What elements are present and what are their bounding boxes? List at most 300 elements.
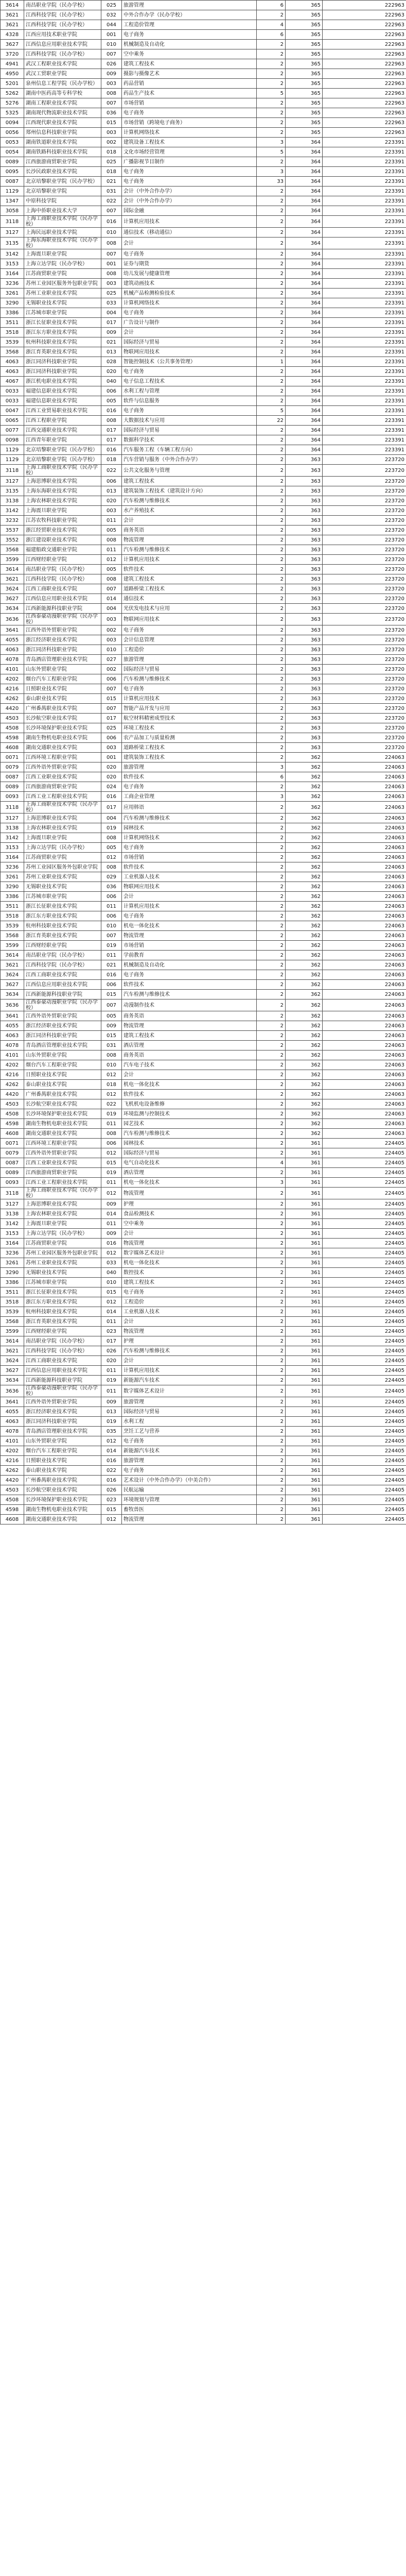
major-name-cell: 会计: [122, 1356, 257, 1366]
major-name-cell: 工业机器人技术: [122, 1307, 257, 1317]
major-code-cell: 009: [101, 328, 122, 337]
school-code-cell: 0093: [1, 792, 24, 802]
major-name-cell: 工商企业管理: [122, 792, 257, 802]
plan-count-cell: 2: [257, 1119, 286, 1129]
lowest-score-cell: 364: [286, 426, 323, 435]
rank-cell: 222963: [323, 79, 406, 89]
plan-count-cell: 2: [257, 206, 286, 216]
rank-cell: 224063: [323, 814, 406, 823]
table-row: [1, 357, 406, 367]
major-name-cell: 物流管理: [122, 931, 257, 941]
major-code-cell: 022: [101, 1099, 122, 1109]
school-code-cell: 3568: [1, 1317, 24, 1327]
table-row: [1, 614, 406, 625]
major-code-cell: 015: [101, 1031, 122, 1041]
table-row: [1, 625, 406, 635]
plan-count-cell: 2: [257, 655, 286, 665]
major-name-cell: 旅游管理: [122, 1456, 257, 1466]
rank-cell: 224405: [323, 1385, 406, 1397]
plan-count-cell: 2: [257, 733, 286, 743]
table-row: [1, 862, 406, 872]
school-name-cell: 南昌职业学院（民办学校）: [24, 1, 101, 10]
major-name-cell: 艺术设计（中外合作办学）（中美合作）: [122, 1476, 257, 1485]
major-name-cell: 数字媒体艺术设计: [122, 1385, 257, 1397]
major-name-cell: 软件与信息服务: [122, 396, 257, 406]
rank-cell: 224405: [323, 1346, 406, 1356]
table-row: [1, 396, 406, 406]
major-name-cell: 市场营销: [122, 941, 257, 951]
rank-cell: 224405: [323, 1158, 406, 1168]
major-code-cell: 001: [101, 30, 122, 40]
rank-cell: 224405: [323, 1239, 406, 1248]
rank-cell: 223391: [323, 289, 406, 298]
lowest-score-cell: 364: [286, 367, 323, 377]
rank-cell: 223391: [323, 337, 406, 347]
lowest-score-cell: 364: [286, 416, 323, 426]
lowest-score-cell: 363: [286, 555, 323, 565]
major-name-cell: 建筑装饰工程技术（建筑设计方向）: [122, 486, 257, 496]
table-row: [1, 1229, 406, 1239]
plan-count-cell: 2: [257, 1376, 286, 1385]
major-code-cell: 019: [101, 1417, 122, 1427]
table-row: [1, 238, 406, 249]
school-name-cell: 南昌职业学院（民办学校）: [24, 951, 101, 960]
school-code-cell: 3614: [1, 1, 24, 10]
school-name-cell: 福建信息职业技术学院: [24, 386, 101, 396]
school-code-cell: 4420: [1, 1090, 24, 1099]
lowest-score-cell: 363: [286, 733, 323, 743]
lowest-score-cell: 362: [286, 1129, 323, 1139]
school-code-cell: 4101: [1, 1050, 24, 1060]
major-code-cell: 016: [101, 792, 122, 802]
school-name-cell: 浙江东方职业技术学院: [24, 911, 101, 921]
lowest-score-cell: 364: [286, 396, 323, 406]
plan-count-cell: 2: [257, 1070, 286, 1080]
major-code-cell: 025: [101, 289, 122, 298]
major-name-cell: 电子商务: [122, 911, 257, 921]
lowest-score-cell: 362: [286, 970, 323, 980]
school-code-cell: 3627: [1, 1366, 24, 1376]
school-code-cell: 3261: [1, 289, 24, 298]
major-code-cell: 007: [101, 98, 122, 108]
school-code-cell: 4063: [1, 367, 24, 377]
lowest-score-cell: 362: [286, 892, 323, 902]
school-code-cell: 3627: [1, 40, 24, 49]
major-code-cell: 002: [101, 665, 122, 674]
school-name-cell: 无锡职业技术学院: [24, 1268, 101, 1278]
lowest-score-cell: 363: [286, 545, 323, 555]
school-code-cell: 3621: [1, 20, 24, 30]
plan-count-cell: 33: [257, 177, 286, 187]
major-code-cell: 019: [101, 941, 122, 951]
plan-count-cell: 3: [257, 1178, 286, 1188]
plan-count-cell: 2: [257, 1148, 286, 1158]
rank-cell: 222963: [323, 30, 406, 40]
major-code-cell: 016: [101, 445, 122, 455]
plan-count-cell: 2: [257, 684, 286, 694]
table-row: [1, 1356, 406, 1366]
lowest-score-cell: 361: [286, 1385, 323, 1397]
major-name-cell: 会计: [122, 238, 257, 249]
lowest-score-cell: 364: [286, 228, 323, 238]
major-name-cell: 市场营销: [122, 98, 257, 108]
rank-cell: 223391: [323, 396, 406, 406]
school-name-cell: 江西外语外贸职业学院: [24, 625, 101, 635]
school-name-cell: 武汉工贸职业学院: [24, 69, 101, 79]
major-code-cell: 011: [101, 1317, 122, 1327]
school-code-cell: 4508: [1, 1495, 24, 1505]
major-code-cell: 015: [101, 118, 122, 128]
school-name-cell: 苏州工业职业技术学院: [24, 872, 101, 882]
school-name-cell: 长沙航空职业技术学院: [24, 1485, 101, 1495]
school-name-cell: 上海工商职业技术学院（民办学校）: [24, 802, 101, 814]
school-name-cell: 山东外贸职业学院: [24, 665, 101, 674]
school-name-cell: 泰山职业技术学院: [24, 1080, 101, 1090]
table-row: [1, 1397, 406, 1407]
major-name-cell: 园林技术: [122, 1139, 257, 1148]
major-code-cell: 022: [101, 196, 122, 206]
major-code-cell: 008: [101, 1129, 122, 1139]
plan-count-cell: 2: [257, 565, 286, 574]
school-name-cell: 湖南现代物流职业技术学院: [24, 108, 101, 118]
school-code-cell: 1129: [1, 455, 24, 465]
lowest-score-cell: 365: [286, 20, 323, 30]
table-row: [1, 465, 406, 477]
rank-cell: 224063: [323, 1050, 406, 1060]
table-row: [1, 187, 406, 196]
school-name-cell: 福建信息职业技术学院: [24, 396, 101, 406]
school-code-cell: 4063: [1, 1031, 24, 1041]
table-row: [1, 1278, 406, 1287]
major-name-cell: 空中乘务: [122, 1219, 257, 1229]
school-name-cell: 浙江经济职业技术学院: [24, 1021, 101, 1031]
plan-count-cell: 2: [257, 1199, 286, 1209]
table-row: [1, 516, 406, 526]
rank-cell: 222963: [323, 128, 406, 138]
table-row: [1, 328, 406, 337]
rank-cell: 223391: [323, 416, 406, 426]
plan-count-cell: 2: [257, 455, 286, 465]
lowest-score-cell: 361: [286, 1427, 323, 1436]
plan-count-cell: 2: [257, 1278, 286, 1287]
table-row: [1, 1109, 406, 1119]
plan-count-cell: 2: [257, 1229, 286, 1239]
school-name-cell: 苏州工业园区服务外包职业学院: [24, 279, 101, 289]
school-code-cell: 3568: [1, 931, 24, 941]
major-code-cell: 019: [101, 1109, 122, 1119]
school-code-cell: 0054: [1, 147, 24, 157]
table-row: [1, 753, 406, 762]
rank-cell: 224063: [323, 970, 406, 980]
lowest-score-cell: 363: [286, 674, 323, 684]
school-name-cell: 江西科技学院（民办学校）: [24, 1346, 101, 1356]
table-row: [1, 980, 406, 990]
major-code-cell: 009: [101, 1021, 122, 1031]
rank-cell: 224405: [323, 1287, 406, 1297]
lowest-score-cell: 362: [286, 814, 323, 823]
table-row: [1, 40, 406, 49]
school-name-cell: 杭州科技职业技术学院: [24, 1307, 101, 1317]
lowest-score-cell: 362: [286, 1060, 323, 1070]
rank-cell: 223391: [323, 377, 406, 386]
school-code-cell: 4055: [1, 635, 24, 645]
lowest-score-cell: 364: [286, 187, 323, 196]
major-name-cell: 护理: [122, 1336, 257, 1346]
plan-count-cell: 2: [257, 1366, 286, 1376]
major-code-cell: 015: [101, 990, 122, 999]
lowest-score-cell: 362: [286, 1031, 323, 1041]
major-name-cell: 软件技术: [122, 862, 257, 872]
school-code-cell: 3621: [1, 574, 24, 584]
plan-count-cell: 2: [257, 1109, 286, 1119]
major-code-cell: 005: [101, 843, 122, 853]
rank-cell: 224405: [323, 1466, 406, 1476]
table-row: [1, 665, 406, 674]
school-name-cell: 江西旅游商贸职业学院: [24, 782, 101, 792]
lowest-score-cell: 363: [286, 645, 323, 655]
major-code-cell: 029: [101, 872, 122, 882]
plan-count-cell: 2: [257, 426, 286, 435]
school-code-cell: 4950: [1, 69, 24, 79]
school-name-cell: 浙江经贸职业技术学院: [24, 526, 101, 535]
lowest-score-cell: 365: [286, 1, 323, 10]
school-name-cell: 江西科技学院（民办学校）: [24, 49, 101, 59]
lowest-score-cell: 361: [286, 1317, 323, 1327]
rank-cell: 224063: [323, 999, 406, 1011]
table-row: [1, 30, 406, 40]
plan-count-cell: 2: [257, 318, 286, 328]
plan-count-cell: 2: [257, 1407, 286, 1417]
plan-count-cell: 2: [257, 1219, 286, 1229]
rank-cell: 223391: [323, 206, 406, 216]
major-code-cell: 017: [101, 714, 122, 723]
major-code-cell: 026: [101, 1346, 122, 1356]
table-row: [1, 762, 406, 772]
table-row: [1, 1436, 406, 1446]
major-code-cell: 022: [101, 1466, 122, 1476]
rank-cell: 222963: [323, 10, 406, 20]
major-code-cell: 008: [101, 862, 122, 872]
table-row: [1, 1119, 406, 1129]
lowest-score-cell: 361: [286, 1436, 323, 1446]
plan-count-cell: 2: [257, 1258, 286, 1268]
rank-cell: 224063: [323, 1031, 406, 1041]
school-code-cell: 3568: [1, 545, 24, 555]
table-row: [1, 1129, 406, 1139]
table-row: [1, 89, 406, 98]
rank-cell: 223720: [323, 496, 406, 506]
table-row: [1, 1209, 406, 1219]
school-code-cell: 3720: [1, 49, 24, 59]
rank-cell: 224405: [323, 1248, 406, 1258]
plan-count-cell: 2: [257, 743, 286, 753]
major-code-cell: 016: [101, 216, 122, 228]
plan-count-cell: 2: [257, 1060, 286, 1070]
school-name-cell: 浙江长征职业技术学院: [24, 1287, 101, 1297]
major-name-cell: 计算机应用技术: [122, 694, 257, 704]
school-name-cell: 湖南生物机电职业技术学院: [24, 1505, 101, 1515]
table-row: [1, 594, 406, 604]
rank-cell: 223391: [323, 386, 406, 396]
major-name-cell: 电子商务: [122, 1466, 257, 1476]
major-name-cell: 汽车检测与维修技术: [122, 1346, 257, 1356]
major-code-cell: 018: [101, 167, 122, 177]
major-code-cell: 003: [101, 279, 122, 289]
major-name-cell: 水利工程与管理: [122, 386, 257, 396]
rank-cell: 224405: [323, 1268, 406, 1278]
lowest-score-cell: 363: [286, 516, 323, 526]
table-row: [1, 872, 406, 882]
lowest-score-cell: 362: [286, 911, 323, 921]
school-name-cell: 上海工商职业技术学院（民办学校）: [24, 216, 101, 228]
school-code-cell: 3261: [1, 1258, 24, 1268]
table-row: [1, 337, 406, 347]
major-code-cell: 013: [101, 486, 122, 496]
rank-cell: 224405: [323, 1397, 406, 1407]
major-name-cell: 机电一体化技术: [122, 921, 257, 931]
major-code-cell: 021: [101, 337, 122, 347]
lowest-score-cell: 364: [286, 435, 323, 445]
school-code-cell: 4262: [1, 1080, 24, 1090]
table-row: [1, 269, 406, 279]
table-row: [1, 386, 406, 396]
plan-count-cell: 2: [257, 308, 286, 318]
school-name-cell: 江苏商贸职业学院: [24, 853, 101, 862]
major-code-cell: 017: [101, 435, 122, 445]
plan-count-cell: 2: [257, 941, 286, 951]
school-code-cell: 3135: [1, 486, 24, 496]
lowest-score-cell: 363: [286, 486, 323, 496]
lowest-score-cell: 364: [286, 177, 323, 187]
rank-cell: 223720: [323, 535, 406, 545]
plan-count-cell: 2: [257, 1021, 286, 1031]
school-code-cell: 3127: [1, 228, 24, 238]
major-code-cell: 010: [101, 40, 122, 49]
rank-cell: 224063: [323, 990, 406, 999]
school-name-cell: 南昌职业学院（民办学校）: [24, 565, 101, 574]
major-code-cell: 016: [101, 1456, 122, 1466]
school-name-cell: 浙江同济科技职业学院: [24, 357, 101, 367]
school-name-cell: 长沙环境保护职业技术学院: [24, 1495, 101, 1505]
rank-cell: 223391: [323, 138, 406, 147]
school-code-cell: 4078: [1, 1041, 24, 1050]
lowest-score-cell: 364: [286, 147, 323, 157]
school-code-cell: 3153: [1, 843, 24, 853]
school-name-cell: 江西工商职业技术学院: [24, 584, 101, 594]
plan-count-cell: 2: [257, 535, 286, 545]
plan-count-cell: 22: [257, 416, 286, 426]
rank-cell: 223391: [323, 435, 406, 445]
table-row: [1, 723, 406, 733]
table-row: [1, 1080, 406, 1090]
major-name-cell: 畜牧兽医: [122, 1505, 257, 1515]
major-name-cell: 电子商务: [122, 249, 257, 259]
table-row: [1, 259, 406, 269]
school-code-cell: 4078: [1, 655, 24, 665]
plan-count-cell: 2: [257, 196, 286, 206]
school-name-cell: 上海中侨职业技术大学: [24, 206, 101, 216]
plan-count-cell: 2: [257, 1129, 286, 1139]
major-name-cell: 汽车营销与服务（中外合作办学）: [122, 455, 257, 465]
lowest-score-cell: 362: [286, 980, 323, 990]
major-code-cell: 008: [101, 833, 122, 843]
school-name-cell: 浙江同济科技职业学院: [24, 1031, 101, 1041]
school-name-cell: 浙江同济科技职业学院: [24, 645, 101, 655]
plan-count-cell: 2: [257, 714, 286, 723]
school-code-cell: 4508: [1, 723, 24, 733]
major-code-cell: 006: [101, 892, 122, 902]
major-name-cell: 建筑动画技术: [122, 279, 257, 289]
rank-cell: 223720: [323, 477, 406, 486]
major-name-cell: 工程造价: [122, 645, 257, 655]
school-code-cell: 4598: [1, 1505, 24, 1515]
plan-count-cell: 2: [257, 704, 286, 714]
rank-cell: 224063: [323, 1041, 406, 1050]
major-name-cell: 会计: [122, 1070, 257, 1080]
lowest-score-cell: 364: [286, 279, 323, 289]
table-row: [1, 714, 406, 723]
major-name-cell: 工业机器人技术: [122, 872, 257, 882]
major-name-cell: 广告设计与制作: [122, 318, 257, 328]
school-name-cell: 湖南交通职业技术学院: [24, 1129, 101, 1139]
table-row: [1, 635, 406, 645]
rank-cell: 223720: [323, 574, 406, 584]
lowest-score-cell: 364: [286, 377, 323, 386]
school-name-cell: 上海东海职业技术学院: [24, 486, 101, 496]
school-code-cell: 3614: [1, 1336, 24, 1346]
table-row: [1, 1268, 406, 1278]
rank-cell: 224063: [323, 931, 406, 941]
school-name-cell: 烟台汽车工程职业学院: [24, 1060, 101, 1070]
lowest-score-cell: 364: [286, 289, 323, 298]
plan-count-cell: 2: [257, 337, 286, 347]
major-name-cell: 会计: [122, 328, 257, 337]
school-name-cell: 浙江长征职业技术学院: [24, 902, 101, 911]
school-name-cell: 江西泰豪动漫职业学院（民办学校）: [24, 1385, 101, 1397]
school-name-cell: 江西科技学院（民办学校）: [24, 20, 101, 30]
rank-cell: 224405: [323, 1436, 406, 1446]
major-code-cell: 006: [101, 980, 122, 990]
major-name-cell: 数控技术: [122, 1268, 257, 1278]
major-code-cell: 006: [101, 386, 122, 396]
major-name-cell: 软件技术: [122, 565, 257, 574]
rank-cell: 224063: [323, 941, 406, 951]
major-code-cell: 036: [101, 108, 122, 118]
school-code-cell: 3614: [1, 565, 24, 574]
major-name-cell: 物联网应用技术: [122, 614, 257, 625]
major-name-cell: 电子商务: [122, 406, 257, 416]
table-row: [1, 694, 406, 704]
major-code-cell: 016: [101, 1476, 122, 1485]
major-code-cell: 020: [101, 762, 122, 772]
lowest-score-cell: 361: [286, 1466, 323, 1476]
plan-count-cell: 2: [257, 228, 286, 238]
school-name-cell: 苏州工业职业技术学院: [24, 1258, 101, 1268]
major-code-cell: 006: [101, 1139, 122, 1148]
school-code-cell: 3641: [1, 1011, 24, 1021]
rank-cell: 224405: [323, 1446, 406, 1456]
major-code-cell: 011: [101, 1385, 122, 1397]
school-name-cell: 江西科技学院（民办学校）: [24, 10, 101, 20]
major-name-cell: 水利工程: [122, 1417, 257, 1427]
major-code-cell: 008: [101, 416, 122, 426]
rank-cell: 224063: [323, 1070, 406, 1080]
rank-cell: 224405: [323, 1376, 406, 1385]
table-row: [1, 98, 406, 108]
plan-count-cell: 2: [257, 1515, 286, 1524]
table-row: [1, 931, 406, 941]
lowest-score-cell: 363: [286, 574, 323, 584]
